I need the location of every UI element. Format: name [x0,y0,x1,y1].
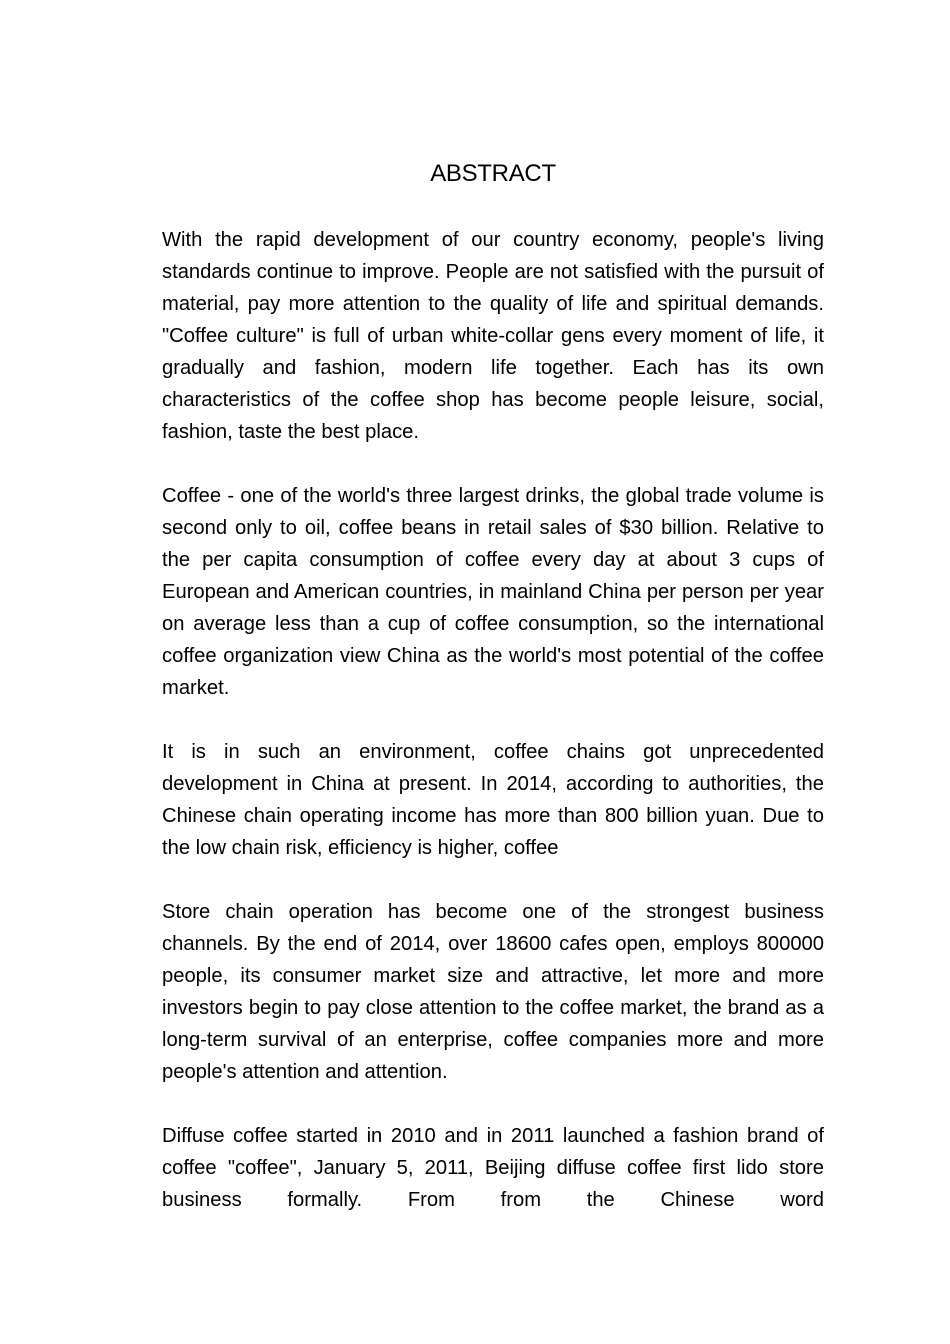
abstract-heading: ABSTRACT [430,160,556,187]
paragraph-1: With the rapid development of our country economy, people's living standards continue to improve. People are not satisfied with the pursuit of material, pay more attention to the quality of life and spiritual demands. "Coffee culture" is full of urban white-collar gens every moment of life, it gradually and fashion, modern life together. Each has its own characteristics of the coffee shop has become people leisure, social, fashion, taste the best place. [162,229,824,443]
paragraph-5: Diffuse coffee started in 2010 and in 2011 launched a fashion brand of coffee "coffee", January 5, 2011, Beijing diffuse coffee first lido store business formally. From from the Chinese word [162,1125,824,1211]
paragraph-2: Coffee - one of the world's three largest drinks, the global trade volume is second only to oil, coffee beans in retail sales of $30 billion. Relative to the per capita consumption of coffee every day at about 3 cups of European and American countries, in mainland China per person per year on average less than a cup of coffee consumption, so the international coffee organization view China as the world's most potential of the coffee market. [162,485,824,699]
paragraph-4: Store chain operation has become one of the strongest business channels. By the end of 2014, over 18600 cafes open, employs 800000 people, its consumer market size and attractive, let more and more investors begin to pay close attention to the coffee market, the brand as a long-term survival of an enterprise, coffee companies more and more people's attention and attention. [162,901,824,1083]
paragraph-3: It is in such an environment, coffee chains got unprecedented development in China at present. In 2014, according to authorities, the Chinese chain operating income has more than 800 billion yuan. Due to the low chain risk, efficiency is higher, coffee [162,741,824,859]
abstract-body [162,224,824,1216]
